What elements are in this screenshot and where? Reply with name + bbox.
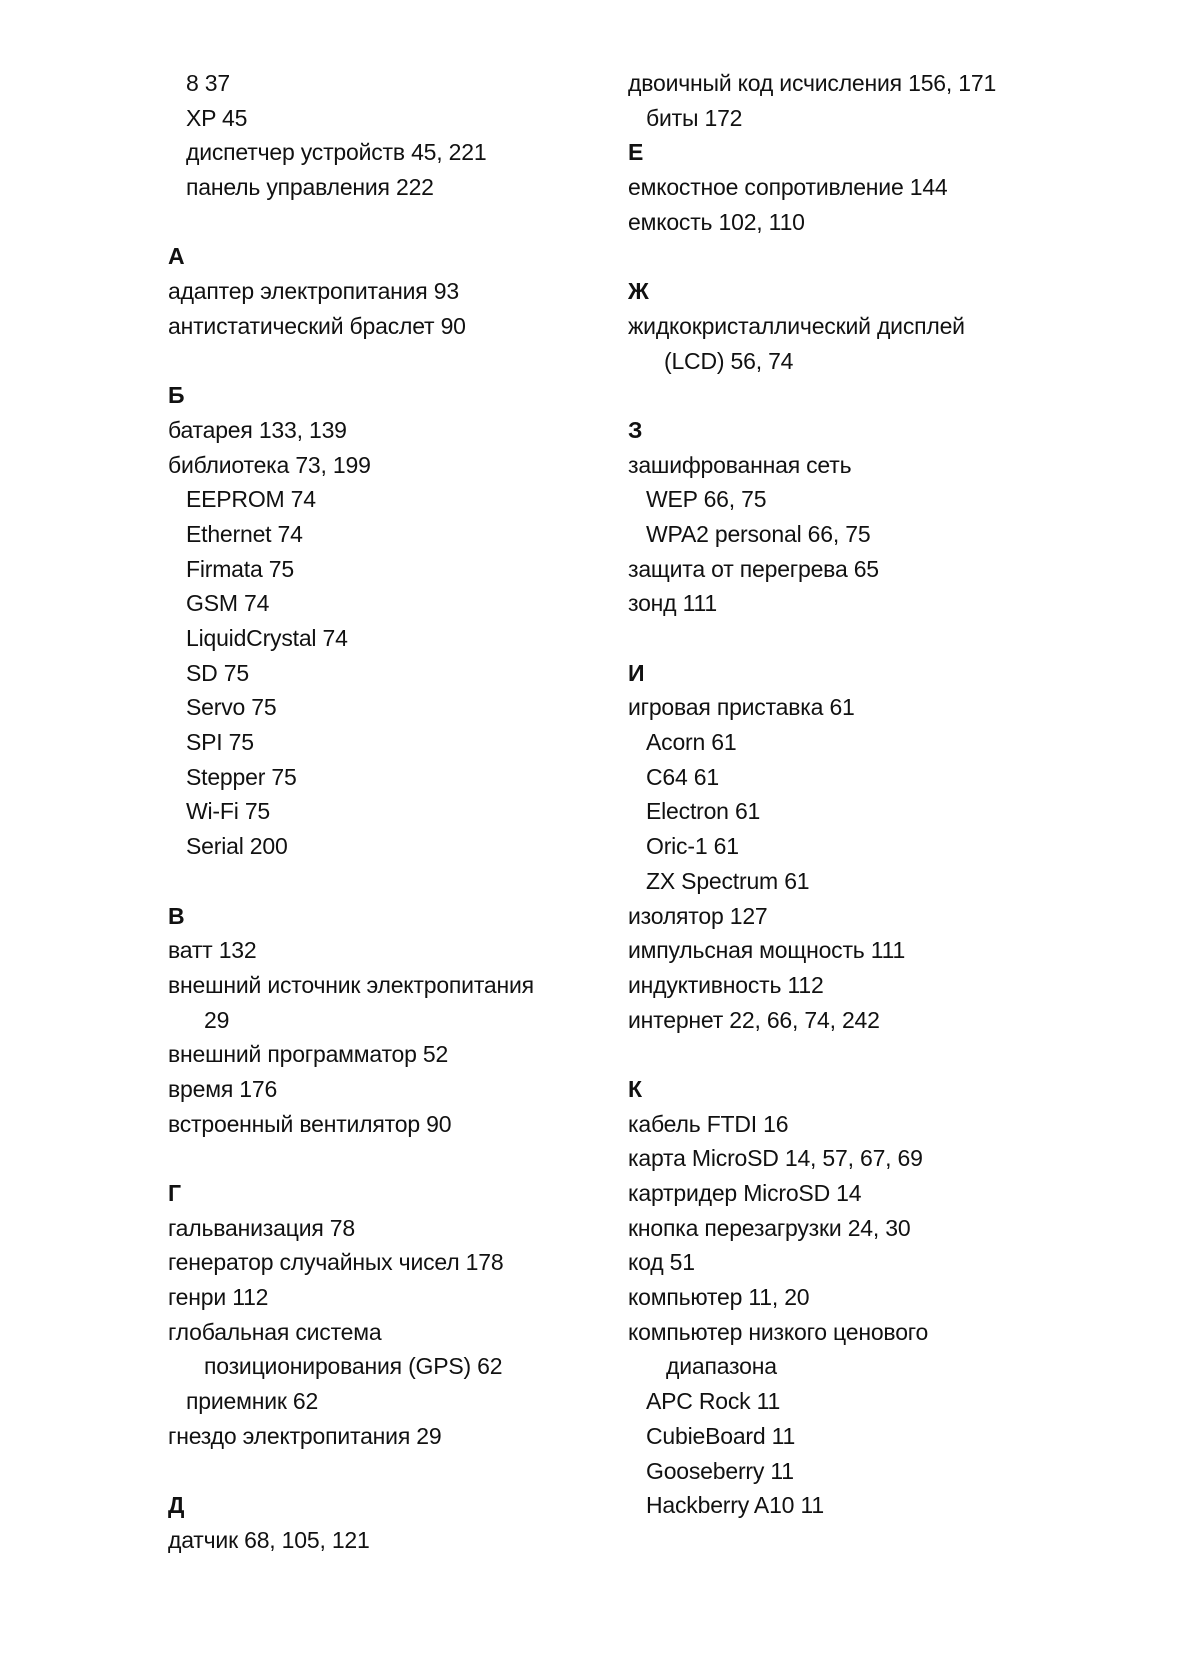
index-subentry: EEPROM 74: [186, 486, 316, 513]
section-letter-heading: А: [168, 243, 185, 270]
index-subentry: WEP 66, 75: [646, 486, 767, 513]
index-subentry: XP 45: [186, 104, 248, 131]
section-gap: [628, 378, 1148, 413]
section-gap: [168, 1141, 598, 1176]
section-letter-heading: К: [628, 1075, 642, 1102]
section-gap: [168, 344, 598, 379]
index-entry: внешний источник электропитания: [168, 971, 534, 998]
index-entry: библиотека 73, 199: [168, 451, 371, 478]
index-subentry: Electron 61: [646, 798, 761, 825]
index-entry-continuation: позиционирования (GPS) 62: [204, 1353, 503, 1380]
index-entry: глобальная система: [168, 1318, 382, 1345]
section-gap: [168, 1454, 598, 1489]
index-entry: импульсная мощность 111: [628, 937, 906, 964]
index-entry: адаптер электропитания 93: [168, 278, 459, 305]
index-entry: код 51: [628, 1249, 695, 1276]
section-letter-heading: Д: [168, 1492, 185, 1519]
index-subentry: Wi-Fi 75: [186, 798, 271, 825]
index-subentry: Gooseberry 11: [646, 1457, 794, 1484]
index-entry: время 176: [168, 1075, 278, 1102]
index-entry: встроенный вентилятор 90: [168, 1110, 452, 1137]
index-entry: карта MicroSD 14, 57, 67, 69: [628, 1145, 923, 1172]
index-column-right: [628, 66, 1148, 1523]
section-letter-heading: В: [168, 902, 185, 929]
index-entry: генри 112: [168, 1284, 269, 1311]
index-entry: гальванизация 78: [168, 1214, 355, 1241]
index-entry: зонд 111: [628, 590, 717, 617]
index-entry-continuation: 29: [204, 1006, 230, 1033]
index-subentry: GSM 74: [186, 590, 270, 617]
index-entry: индуктивность 112: [628, 971, 824, 998]
index-subentry: Serial 200: [186, 833, 288, 860]
index-entry: зашифрованная сеть: [628, 451, 852, 478]
index-entry: кабель FTDI 16: [628, 1110, 789, 1137]
index-entry: защита от перегрева 65: [628, 555, 879, 582]
index-subentry: APC Rock 11: [646, 1388, 781, 1415]
index-subentry: диспетчер устройств 45, 221: [186, 139, 487, 166]
index-subentry: Firmata 75: [186, 555, 294, 582]
section-letter-heading: Ж: [628, 278, 649, 305]
index-subentry: Hackberry A10 11: [646, 1492, 824, 1519]
index-subentry: Oric-1 61: [646, 833, 739, 860]
index-entry: емкостное сопротивление 144: [628, 174, 948, 201]
section-gap: [628, 1037, 1148, 1072]
index-entry: генератор случайных чисел 178: [168, 1249, 504, 1276]
index-subentry: WPA2 personal 66, 75: [646, 520, 871, 547]
index-entry: ватт 132: [168, 937, 257, 964]
index-entry: внешний программатор 52: [168, 1041, 449, 1068]
section-gap: [628, 621, 1148, 656]
section-letter-heading: З: [628, 416, 643, 443]
index-entry: датчик 68, 105, 121: [168, 1526, 370, 1553]
index-subentry: 8 37: [186, 70, 230, 96]
index-entry: двоичный код исчисления 156, 171: [628, 70, 997, 96]
index-subentry: Ethernet 74: [186, 520, 303, 547]
index-subentry: SD 75: [186, 659, 249, 686]
index-entry: картридер MicroSD 14: [628, 1180, 862, 1206]
index-entry: изолятор 127: [628, 902, 768, 929]
index-entry: жидкокристаллический дисплей: [628, 312, 965, 339]
section-gap: [168, 205, 598, 240]
index-entry: гнездо электропитания 29: [168, 1422, 442, 1449]
index-entry: емкость 102, 110: [628, 208, 805, 235]
index-subentry: ZX Spectrum 61: [646, 867, 810, 894]
index-subentry: C64 61: [646, 763, 719, 790]
section-letter-heading: Г: [168, 1180, 181, 1206]
index-subentry: биты 172: [646, 104, 743, 131]
index-entry: игровая приставка 61: [628, 694, 855, 721]
index-entry: антистатический браслет 90: [168, 312, 466, 339]
index-subentry: Acorn 61: [646, 729, 737, 756]
index-entry: компьютер низкого ценового: [628, 1318, 929, 1345]
index-entry: интернет 22, 66, 74, 242: [628, 1006, 880, 1033]
index-subentry: Stepper 75: [186, 763, 297, 790]
index-subentry: Servo 75: [186, 694, 277, 721]
index-subentry: приемник 62: [186, 1388, 319, 1415]
index-subentry: панель управления 222: [186, 174, 434, 201]
section-letter-heading: Е: [628, 139, 644, 166]
index-entry: батарея 133, 139: [168, 416, 347, 443]
index-column-left: [168, 66, 598, 1558]
section-gap: [168, 864, 598, 899]
index-entry-continuation: диапазона: [666, 1353, 777, 1380]
index-subentry: SPI 75: [186, 729, 254, 756]
index-subentry: LiquidCrystal 74: [186, 625, 348, 651]
index-entry-continuation: (LCD) 56, 74: [664, 347, 794, 374]
section-letter-heading: И: [628, 659, 645, 686]
index-entry: компьютер 11, 20: [628, 1284, 810, 1311]
section-gap: [628, 239, 1148, 274]
index-entry: кнопка перезагрузки 24, 30: [628, 1214, 911, 1241]
index-subentry: CubieBoard 11: [646, 1422, 796, 1449]
section-letter-heading: Б: [168, 382, 185, 409]
